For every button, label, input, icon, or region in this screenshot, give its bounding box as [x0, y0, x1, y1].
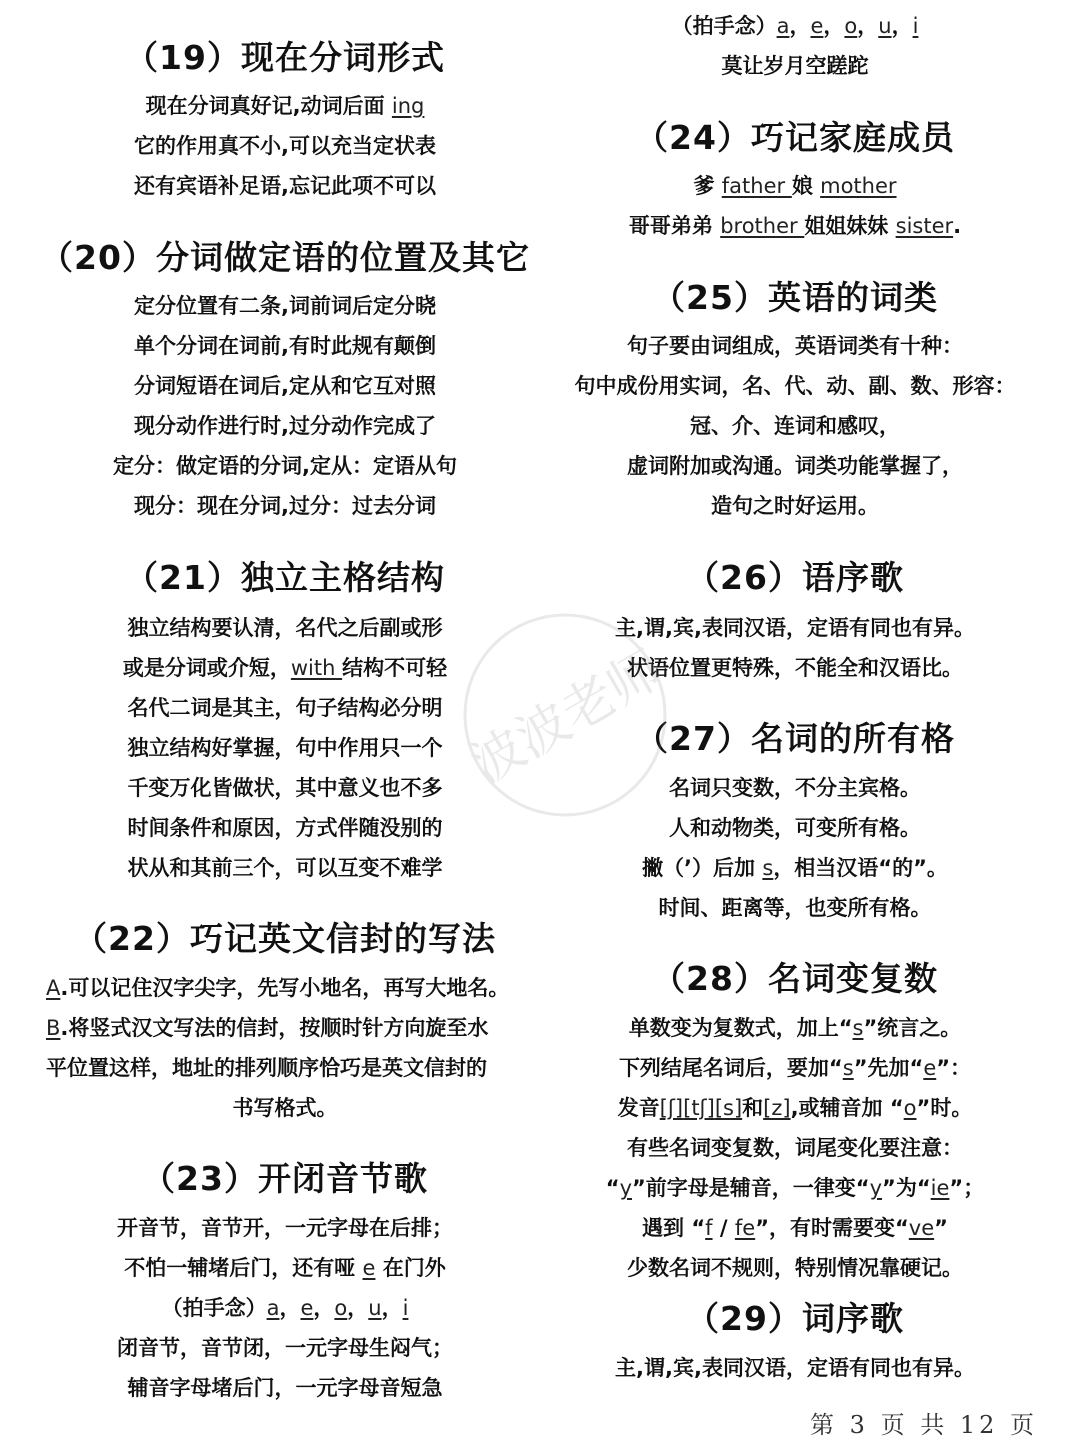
- text-line: 撇（’）后加 s，相当汉语“的”。: [642, 856, 948, 880]
- text-line: 平位置这样，地址的排列顺序恰巧是英文信封的: [46, 1056, 487, 1080]
- text-line: 主,谓,宾,表同汉语，定语有同也有异。: [615, 616, 975, 640]
- text-line: 人和动物类，可变所有格。: [669, 816, 921, 840]
- text-line: 分词短语在词后,定从和它互对照: [134, 374, 436, 398]
- text-line: 名词只变数，不分主宾格。: [669, 776, 921, 800]
- text-line: 主,谓,宾,表同汉语，定语有同也有异。: [615, 1356, 975, 1380]
- page-number: 第 3 页 共 12 页: [810, 1411, 1038, 1439]
- text-line: 不怕一辅堵后门，还有哑 e 在门外: [124, 1256, 446, 1280]
- section-title-26: （26）语序歌: [686, 558, 904, 597]
- text-line: 造句之时好运用。: [711, 494, 879, 518]
- text-line: 独立结构好掌握，句中作用只一个: [127, 736, 443, 760]
- text-line: 书写格式。: [232, 1096, 338, 1120]
- text-line: 它的作用真不小,可以充当定状表: [134, 134, 436, 158]
- text-line: 单数变为复数式，加上“s”统言之。: [628, 1016, 962, 1040]
- text-line: 单个分词在词前,有时此规有颠倒: [134, 334, 436, 358]
- text-line: B.将竖式汉文写法的信封，按顺时针方向旋至水: [46, 1016, 489, 1040]
- text-line: 有些名词变复数，词尾变化要注意：: [627, 1136, 963, 1160]
- section-title-27: （27）名词的所有格: [635, 719, 955, 758]
- text-line: 还有宾语补足语,忘记此项不可以: [134, 174, 436, 198]
- text-line: 现在分词真好记,动词后面 ing: [145, 94, 425, 118]
- section-title-24: （24）巧记家庭成员: [635, 118, 955, 157]
- text-line: 冠、介、连词和感叹，: [690, 414, 900, 438]
- section-title-19: （19）现在分词形式: [125, 38, 445, 77]
- text-line: （拍手念）a，e，o，u，i: [161, 1296, 409, 1320]
- text-line: 或是分词或介短，with 结构不可轻: [122, 656, 448, 680]
- section-title-25: （25）英语的词类: [652, 278, 938, 317]
- text-line: 时间、距离等，也变所有格。: [658, 896, 932, 920]
- text-line: 莫让岁月空蹉跎: [721, 54, 869, 78]
- text-line: 状语位置更特殊，不能全和汉语比。: [627, 656, 963, 680]
- text-line: 开音节，音节开，一元字母在后排；: [117, 1216, 453, 1240]
- text-line: 名代二词是其主，句子结构必分明: [127, 696, 443, 720]
- text-line: 少数名词不规则，特别情况靠硬记。: [627, 1256, 963, 1280]
- text-line: 千变万化皆做状，其中意义也不多: [127, 776, 443, 800]
- text-line: 辅音字母堵后门，一元字母音短急: [127, 1376, 443, 1400]
- text-line: 虚词附加或沟通。词类功能掌握了，: [627, 454, 963, 478]
- text-line: 现分：现在分词,过分：过去分词: [134, 494, 436, 518]
- text-line: 定分位置有二条,词前词后定分晓: [134, 294, 436, 318]
- text-line: 句子要由词组成，英语词类有十种：: [627, 334, 963, 358]
- watermark-seal: [450, 600, 680, 830]
- section-title-20: （20）分词做定语的位置及其它: [40, 238, 530, 277]
- text-line: 爹 father 娘 mother: [693, 174, 897, 198]
- text-line: 时间条件和原因，方式伴随没别的: [127, 816, 443, 840]
- text-line: 独立结构要认清，名代之后副或形: [127, 616, 443, 640]
- text-line: 遇到 “f / fe”，有时需要变“ve”: [642, 1216, 948, 1240]
- text-line: 现分动作进行时,过分动作完成了: [134, 414, 436, 438]
- text-line: 发音[ʃ][tʃ][s]和[z],或辅音加 “o”时。: [617, 1096, 973, 1120]
- text-line: 哥哥弟弟 brother 姐姐妹妹 sister.: [628, 214, 962, 238]
- text-line: （拍手念）a，e，o，u，i: [671, 14, 919, 38]
- section-title-28: （28）名词变复数: [652, 959, 938, 998]
- section-title-29: （29）词序歌: [686, 1299, 904, 1338]
- watermark-text: 波波老师: [461, 639, 672, 796]
- text-line: 状从和其前三个，可以互变不难学: [127, 856, 443, 880]
- section-title-21: （21）独立主格结构: [125, 558, 445, 597]
- section-title-22: （22）巧记英文信封的写法: [74, 919, 496, 958]
- text-line: “y”前字母是辅音，一律变“y”为“ie”；: [605, 1176, 985, 1200]
- text-line: 闭音节，音节闭，一元字母生闷气；: [117, 1336, 453, 1360]
- text-line: 定分：做定语的分词,定从：定语从句: [113, 454, 457, 478]
- text-line: A.可以记住汉字尖字，先写小地名，再写大地名。: [46, 976, 510, 1000]
- text-line: 句中成份用实词，名、代、动、副、数、形容：: [574, 374, 1016, 398]
- section-title-23: （23）开闭音节歌: [142, 1159, 428, 1198]
- text-line: 下列结尾名词后，要加“s”先加“e”：: [618, 1056, 972, 1080]
